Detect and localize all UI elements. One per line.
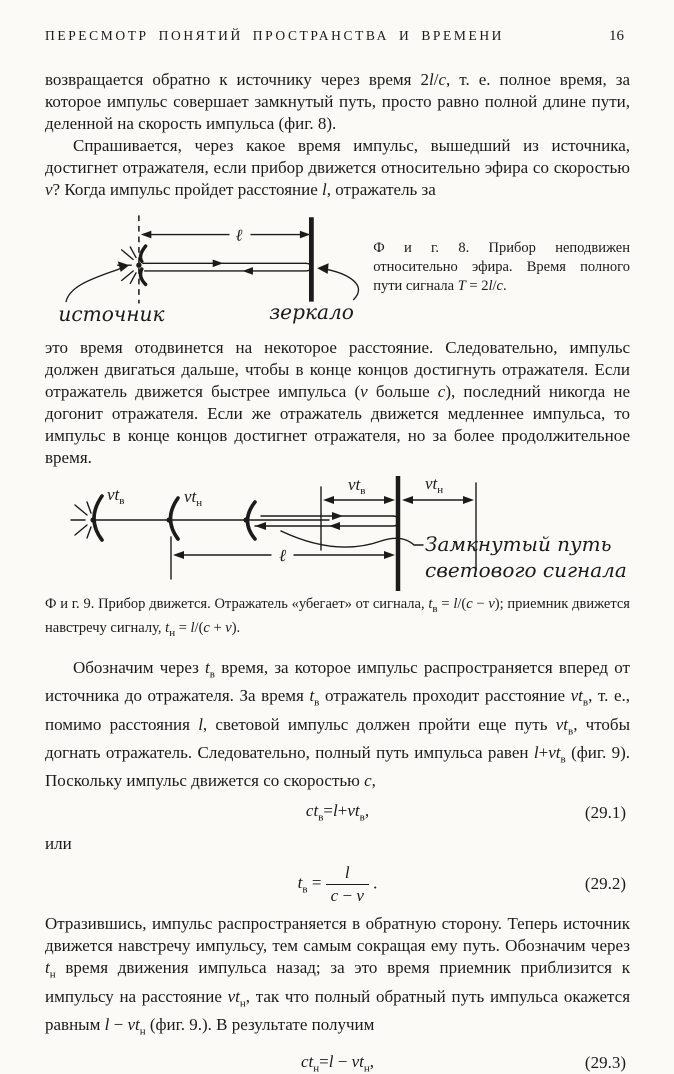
fig9-return-end-arrow-icon xyxy=(255,522,266,530)
paragraph-1: возвращается обратно к источнику через время 2l/c, т. е. полное время, за которое импульс совершает замкнутый путь, просто равно полной длине пути, деленной на скорость импульса (фиг. 8). xyxy=(45,70,630,133)
fig8-mirror-label: зеркало xyxy=(269,299,354,324)
page-header xyxy=(45,28,630,45)
figure-8-diagram xyxy=(45,209,361,331)
figure-9 xyxy=(45,475,630,593)
fig9-return-path xyxy=(255,516,399,526)
fig9-note-leader xyxy=(281,531,423,547)
equation-29-2 xyxy=(45,864,630,905)
figure-8-caption: Ф и г. 8. Прибор неподвижен относительно эфира. Время полного пути сигнала T = 2l/c. xyxy=(373,240,630,294)
fig8-source-leader xyxy=(66,268,122,302)
fig9-forward-arrow-icon xyxy=(332,512,343,520)
equation-29-2-lhs: $t_в$ = xyxy=(297,872,326,896)
fig9-label-vtb-left: $vt_в$ xyxy=(107,485,125,507)
fig9-note-line1: Замкнутый путь xyxy=(425,532,612,556)
figure-8 xyxy=(45,209,630,331)
fig9-label-vtb-span: $vt_в$ xyxy=(348,475,366,497)
figure-9-diagram xyxy=(45,475,630,593)
equation-29-2-trailing: . xyxy=(368,872,378,892)
equation-29-3-body: $ct_н=l - vt_н$, xyxy=(300,1051,374,1074)
fig8-return-arrow-icon xyxy=(242,267,253,275)
fig8-return-path xyxy=(145,263,312,271)
fig9-length-label: ℓ xyxy=(279,546,287,565)
fig8-mirror-leader xyxy=(325,269,359,300)
fig9-flash-icon xyxy=(71,502,91,538)
figure-9-caption: Ф и г. 9. Прибор движется. Отражатель «убегает» от сигнала, $t_в = l/(c - v)$; приемник движется навстречу сигналу, $t_н = l/(c + v)$. xyxy=(45,596,630,639)
equation-29-1 xyxy=(45,801,630,823)
fraction-numerator: l xyxy=(344,862,350,882)
fig9-wavefront-1 xyxy=(94,496,102,540)
paragraph-2: Спрашивается, через какое время импульс, вышедший из источника, достигнет отражателя, если прибор движется относительно эфира со скоростью v? Когда импульс пройдет расстояние l, отражатель за xyxy=(45,136,630,199)
fig8-source-leader-arrow-icon xyxy=(118,261,129,272)
equation-29-2-fraction xyxy=(326,864,369,905)
fig9-label-vtn-span: $vt_н$ xyxy=(425,475,444,496)
paragraph-4: Обозначим через $t_в$ время, за которое импульс распространяется вперед от источника до отражателя. За время $t_в$ отражатель проходит расстояние $vt_в$, т. е., помимо расстояния l, световой импульс должен пройти еще путь $vt_в$, чтобы догнать отражатель. Следовательно, полный путь импульса равен $l+vt_в$ (фиг. 9). Поскольку импульс движется со скоростью c, xyxy=(45,657,631,791)
equation-29-2-number: (29.2) xyxy=(584,874,626,894)
fig8-length-label: ℓ xyxy=(235,225,243,245)
equation-29-3 xyxy=(45,1052,630,1074)
fraction-denominator: c − v xyxy=(326,884,369,905)
paragraph-5: Отразившись, импульс распространяется в обратную сторону. Теперь источник движется навстречу импульсу, тем самым сокращая ему путь. Обозначим через $t_н$ время движения импульса назад; за это время приемник приблизится к импульсу на расстояние $vt_н$, так что полный обратный путь импульса окажется равным $l - vt_н$ (фиг. 9.). В результате получим xyxy=(45,914,631,1038)
connector-word: или xyxy=(45,833,72,853)
paragraph-3: это время отодвинется на некоторое расстояние. Следовательно, импульс должен двигаться дальше, чтобы в конце концов достигнуть отражателя. Если отражатель движется быстрее импульса (v больше c), последний никогда не догонит отражателя. Если же отражатель движется медленнее импульса, то импульс в конце концов достигнет отражателя, но за более продолжительное время. xyxy=(45,338,631,467)
fig9-label-vtn-left: $vt_н$ xyxy=(184,487,203,509)
equation-29-3-number: (29.3) xyxy=(584,1052,626,1072)
fig9-return-arrow-icon xyxy=(329,522,340,530)
fig8-source-label: источник xyxy=(58,301,165,326)
running-title: ПЕРЕСМОТР ПОНЯТИЙ ПРОСТРАНСТВА И ВРЕМЕНИ xyxy=(45,28,505,43)
equation-29-1-body: $ct_в=l+vt_в$, xyxy=(305,801,370,824)
page-number: 16 xyxy=(609,28,624,44)
fig9-wavefront-2 xyxy=(171,498,179,539)
equation-29-2-body xyxy=(298,864,378,905)
equation-29-1-number: (29.1) xyxy=(584,802,626,822)
fig9-note-line2: светового сигнала xyxy=(425,558,627,582)
fig8-mirror-leader-arrow-icon xyxy=(317,263,328,274)
fig8-length-arrow-right-icon xyxy=(300,231,311,239)
fig8-forward-arrow-icon xyxy=(213,259,224,267)
